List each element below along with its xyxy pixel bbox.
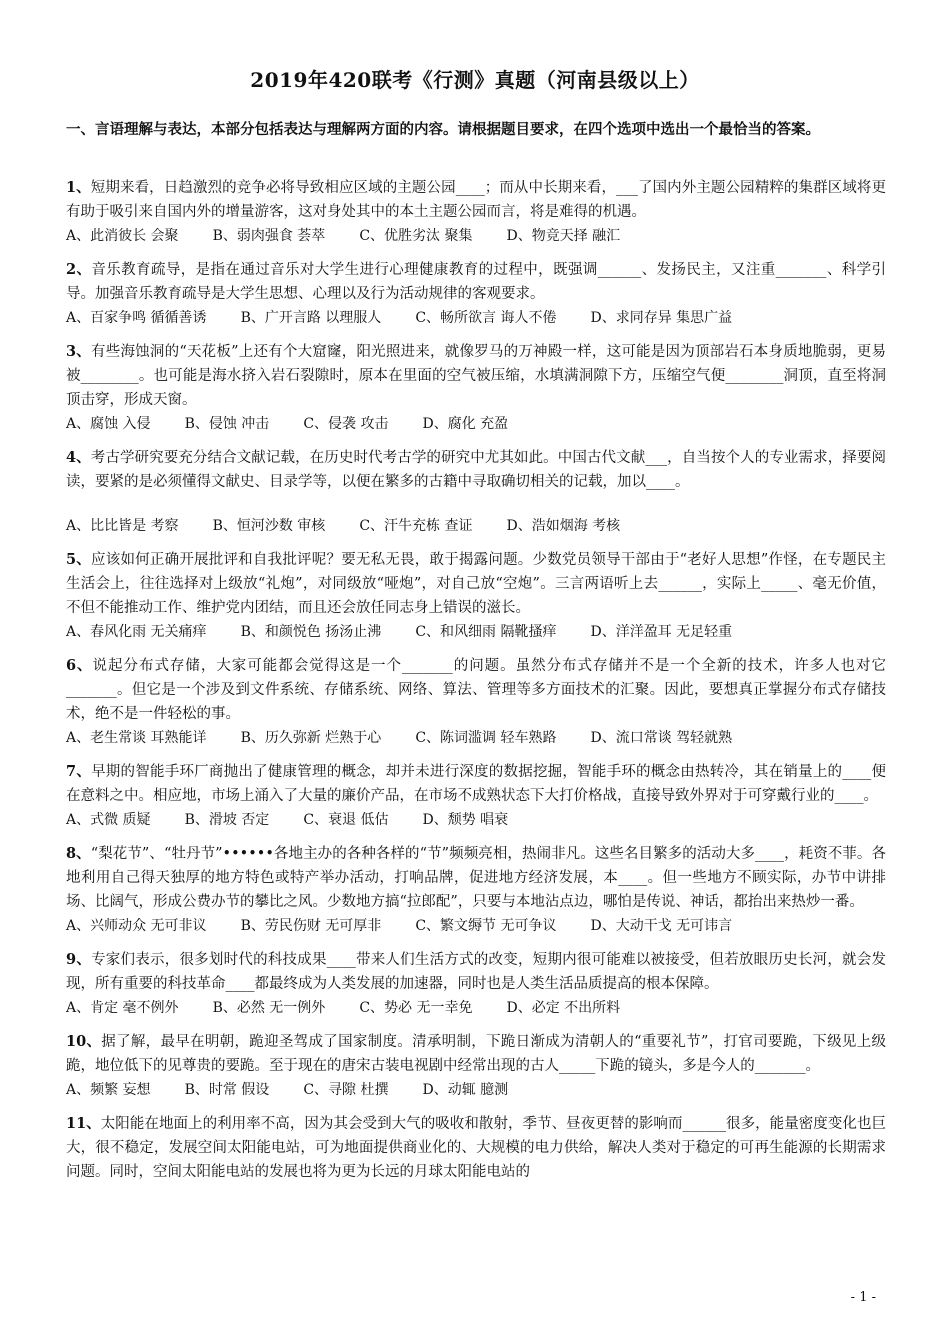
question-stem bbox=[66, 176, 886, 224]
answer-option: D、腐化 充盈 bbox=[422, 416, 509, 432]
answer-options bbox=[66, 514, 886, 538]
question-text: 太阳能在地面上的利用率不高，因为其会受到大气的吸收和散射，季节、昼夜更替的影响而______很多，能量密度变化也巨大，很不稳定，发展空间太阳能电站，可为地面提供商业化的、大规模的电力供给，解决人类对于稳定的可再生能源的长期需求问题。同时，空间太阳能电站的发展也将为更为长远的月球太阳能电站的 bbox=[66, 1116, 886, 1180]
question-text: 考古学研究要充分结合文献记载，在历史时代考古学的研究中尤其如此。中国古代文献___，自当按个人的专业需求，择要阅读，要紧的是必须懂得文献史、目录学等，以便在繁多的古籍中寻取确切相关的记载，加以____。 bbox=[66, 450, 886, 490]
answer-options bbox=[66, 1078, 886, 1102]
answer-option: D、颓势 唱衰 bbox=[422, 812, 509, 828]
question-number: 11、 bbox=[66, 1115, 101, 1132]
answer-option: D、必定 不出所料 bbox=[506, 1000, 621, 1016]
answer-option: A、式微 质疑 bbox=[66, 812, 151, 828]
question-item bbox=[66, 948, 886, 1020]
question-item bbox=[66, 258, 886, 330]
question-text: “梨花节”、“牡丹节”••••••各地主办的各种各样的“节”频频亮相，热闹非凡。这些名目繁多的活动大多____，耗资不菲。各地利用自己得天独厚的地方特色或特产举办活动，打响品牌，促进地方经济发展，本____。但一些地方不顾实际，办节中讲排场、比阔气，形成公费办节的攀比之风。少数地方搞“拉郎配”，只要与本地沾点边，哪怕是传说、神话，都抬出来热炒一番。 bbox=[66, 846, 886, 910]
question-number: 5、 bbox=[66, 551, 92, 568]
question-item bbox=[66, 548, 886, 644]
answer-option: D、物竞天择 融汇 bbox=[506, 228, 621, 244]
question-stem bbox=[66, 654, 886, 726]
question-stem bbox=[66, 948, 886, 996]
question-item bbox=[66, 176, 886, 248]
question-stem bbox=[66, 446, 886, 494]
answer-option: B、滑坡 否定 bbox=[184, 812, 270, 828]
answer-option: D、流口常谈 驾轻就熟 bbox=[590, 730, 733, 746]
answer-option: C、势必 无一幸免 bbox=[359, 1000, 473, 1016]
question-stem bbox=[66, 760, 886, 808]
answer-option: B、必然 无一例外 bbox=[212, 1000, 326, 1016]
question-stem bbox=[66, 258, 886, 306]
question-item bbox=[66, 760, 886, 832]
question-number: 4、 bbox=[66, 449, 91, 466]
question-item bbox=[66, 1112, 886, 1184]
answer-option: D、大动干戈 无可讳言 bbox=[590, 918, 733, 934]
answer-option: D、求同存异 集思广益 bbox=[590, 310, 733, 326]
answer-option: A、兴师动众 无可非议 bbox=[66, 918, 207, 934]
question-stem bbox=[66, 1030, 886, 1078]
answer-options bbox=[66, 224, 886, 248]
question-text: 据了解，最早在明朝，跪迎圣驾成了国家制度。清承明制，下跪日渐成为清朝人的“重要礼节”，打官司要跪，下级见上级跪，地位低下的见尊贵的要跪。至于现在的唐宋古装电视剧中经常出现的古人_____下跪的镜头，多是今人的_______。 bbox=[66, 1034, 886, 1074]
question-text: 音乐教育疏导，是指在通过音乐对大学生进行心理健康教育的过程中，既强调______、发扬民主，又注重_______、科学引导。加强音乐教育疏导是大学生思想、心理以及行为活动规律的客观要求。 bbox=[66, 262, 887, 302]
answer-option: C、繁文缛节 无可争议 bbox=[415, 918, 557, 934]
question-number: 7、 bbox=[66, 763, 92, 780]
answer-options bbox=[66, 996, 886, 1020]
answer-option: A、肯定 毫不例外 bbox=[66, 1000, 179, 1016]
page-number: - 1 - bbox=[850, 1290, 876, 1305]
answer-option: C、陈词滥调 轻车熟路 bbox=[415, 730, 557, 746]
answer-option: D、动辄 臆测 bbox=[422, 1082, 509, 1098]
question-text: 早期的智能手环厂商抛出了健康管理的概念，却并未进行深度的数据挖掘，智能手环的概念由热转冷，其在销量上的____便在意料之中。相应地，市场上涌入了大量的廉价产品，在市场不成熟状态下大打价格战，直接导致外界对于可穿戴行业的____。 bbox=[66, 764, 887, 804]
question-stem bbox=[66, 548, 886, 620]
question-item bbox=[66, 1030, 886, 1102]
question-text: 有些海蚀洞的“天花板”上还有个大窟窿，阳光照进来，就像罗马的万神殿一样，这可能是因为顶部岩石本身质地脆弱，更易被________。也可能是海水挤入岩石裂隙时，原本在里面的空气被压缩，水填满洞隙下方，压缩空气便________洞顶，直至将洞顶击穿，形成天窗。 bbox=[66, 344, 886, 408]
answer-option: A、老生常谈 耳熟能详 bbox=[66, 730, 207, 746]
section-heading: 一、言语理解与表达，本部分包括表达与理解两方面的内容。请根据题目要求，在四个选项中选出一个最恰当的答案。 bbox=[66, 121, 820, 138]
answer-option: C、汗牛充栋 查证 bbox=[359, 518, 473, 534]
answer-options bbox=[66, 914, 886, 938]
question-text: 应该如何正确开展批评和自我批评呢？要无私无畏，敢于揭露问题。少数党员领导干部由于“老好人思想”作怪，在专题民主生活会上，往往选择对上级放“礼炮”，对同级放“哑炮”，对自己放“空炮”。三言两语听上去______，实际上_____、毫无价值，不但不能推动工作、维护党内团结，而且还会放任同志身上错误的滋长。 bbox=[66, 552, 886, 616]
question-item bbox=[66, 842, 886, 938]
question-number: 3、 bbox=[66, 343, 92, 360]
question-stem bbox=[66, 340, 886, 412]
answer-option: C、优胜劣汰 聚集 bbox=[359, 228, 473, 244]
question-item bbox=[66, 340, 886, 436]
question-number: 1、 bbox=[66, 179, 91, 196]
answer-option: B、广开言路 以理服人 bbox=[240, 310, 382, 326]
answer-option: A、百家争鸣 循循善诱 bbox=[66, 310, 207, 326]
question-text: 专家们表示，很多划时代的科技成果____带来人们生活方式的改变，短期内很可能难以被接受，但若放眼历史长河，就会发现，所有重要的科技革命____都最终成为人类发展的加速器，同时也是人类生活品质提高的根本保障。 bbox=[66, 952, 887, 992]
answer-option: B、弱肉强食 荟萃 bbox=[212, 228, 326, 244]
question-item bbox=[66, 654, 886, 750]
answer-options bbox=[66, 808, 886, 832]
answer-option: B、劳民伤财 无可厚非 bbox=[240, 918, 382, 934]
answer-option: D、洋洋盈耳 无足轻重 bbox=[590, 624, 733, 640]
question-stem bbox=[66, 842, 886, 914]
answer-option: C、畅所欲言 诲人不倦 bbox=[415, 310, 557, 326]
document-title: 2019年420联考《行测》真题（河南县级以上） bbox=[250, 68, 700, 92]
question-number: 2、 bbox=[66, 261, 92, 278]
question-list bbox=[66, 176, 886, 1194]
question-text: 短期来看，日趋激烈的竞争必将导致相应区域的主题公园____；而从中长期来看，___了国内外主题公园精粹的集群区域将更有助于吸引来自国内外的增量游客，这对身处其中的本土主题公园而言，将是难得的机遇。 bbox=[66, 180, 887, 220]
answer-options bbox=[66, 412, 886, 436]
answer-options bbox=[66, 306, 886, 330]
question-stem bbox=[66, 1112, 886, 1184]
question-number: 10、 bbox=[66, 1033, 102, 1050]
spacer bbox=[66, 494, 886, 514]
answer-option: A、腐蚀 入侵 bbox=[66, 416, 151, 432]
question-number: 9、 bbox=[66, 951, 92, 968]
answer-option: C、寻隙 杜撰 bbox=[303, 1082, 389, 1098]
question-item bbox=[66, 446, 886, 538]
answer-option: C、衰退 低估 bbox=[303, 812, 389, 828]
answer-option: A、春风化雨 无关痛痒 bbox=[66, 624, 207, 640]
answer-option: B、时常 假设 bbox=[184, 1082, 270, 1098]
answer-option: B、恒河沙数 审核 bbox=[212, 518, 326, 534]
answer-option: A、频繁 妄想 bbox=[66, 1082, 151, 1098]
answer-options bbox=[66, 726, 886, 750]
question-text: 说起分布式存储，大家可能都会觉得这是一个_______的问题。虽然分布式存储并不是一个全新的技术，许多人也对它_______。但它是一个涉及到文件系统、存储系统、网络、算法、管理等多方面技术的汇聚。因此，要想真正掌握分布式存储技术，绝不是一件轻松的事。 bbox=[66, 658, 887, 722]
question-number: 8、 bbox=[66, 845, 91, 862]
answer-option: B、历久弥新 烂熟于心 bbox=[240, 730, 382, 746]
answer-option: C、侵袭 攻击 bbox=[303, 416, 389, 432]
answer-option: C、和风细雨 隔靴搔痒 bbox=[415, 624, 557, 640]
answer-option: D、浩如烟海 考核 bbox=[506, 518, 621, 534]
question-number: 6、 bbox=[66, 657, 93, 674]
answer-option: A、比比皆是 考察 bbox=[66, 518, 179, 534]
answer-options bbox=[66, 620, 886, 644]
answer-option: A、此消彼长 会聚 bbox=[66, 228, 179, 244]
answer-option: B、和颜悦色 扬汤止沸 bbox=[240, 624, 382, 640]
answer-option: B、侵蚀 冲击 bbox=[184, 416, 270, 432]
